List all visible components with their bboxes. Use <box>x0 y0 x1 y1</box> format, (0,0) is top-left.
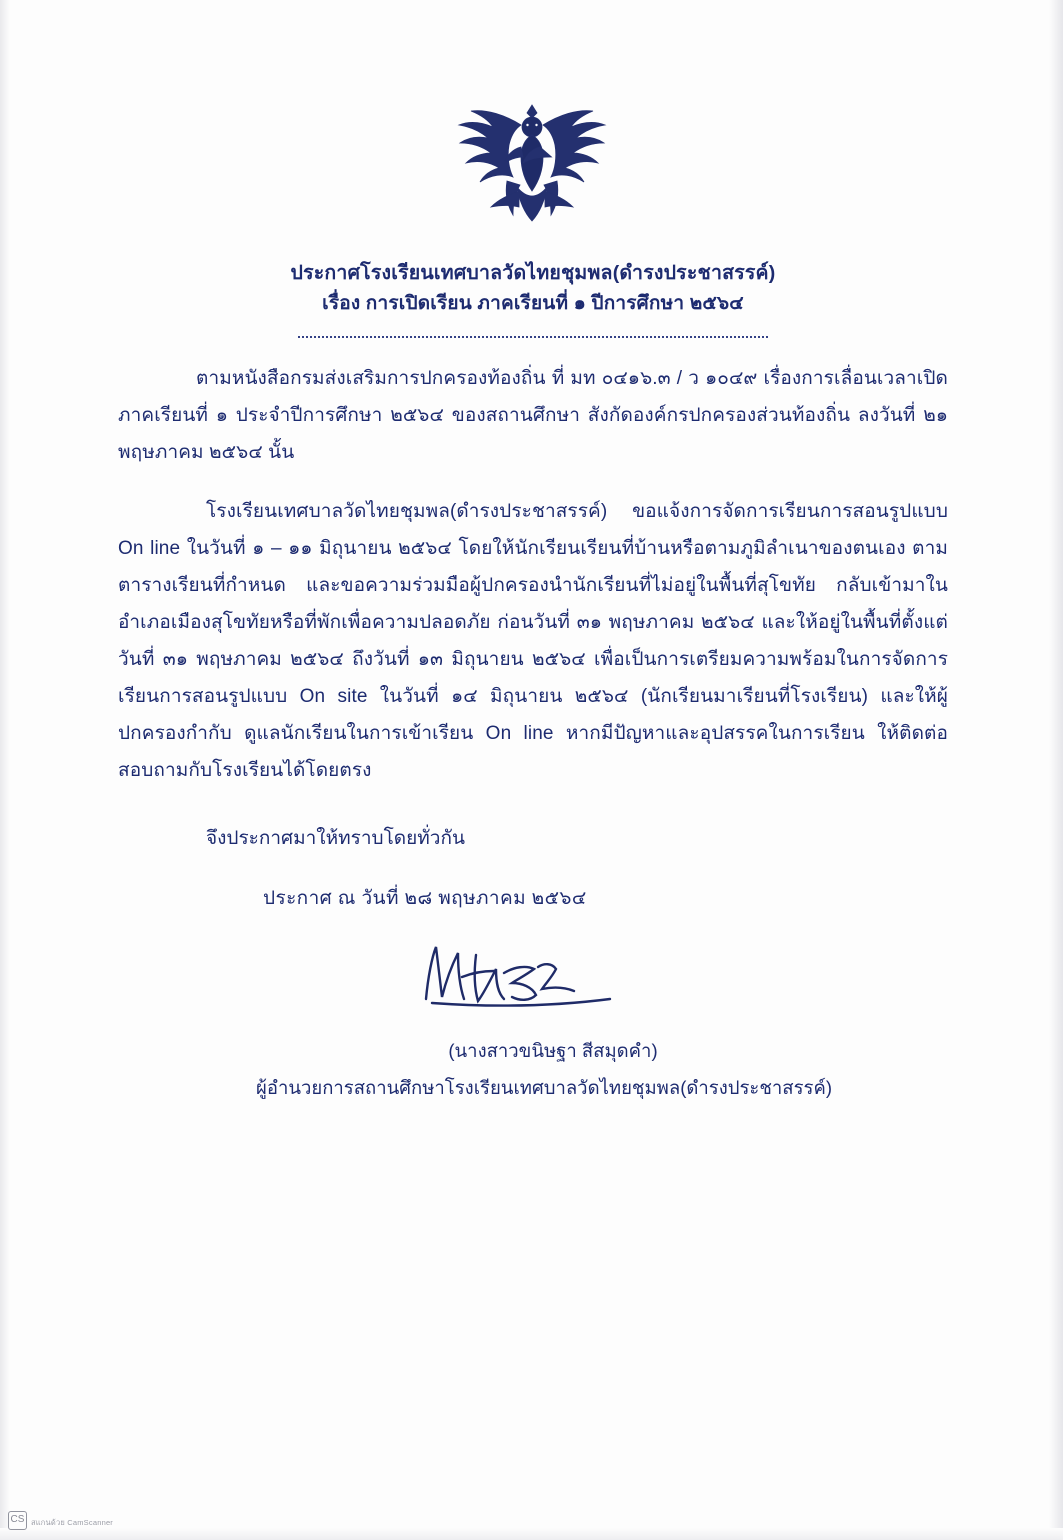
signer-name: (นางสาวขนิษฐา สีสมุดคำ) <box>448 1040 658 1062</box>
scan-edge-left <box>0 0 10 1540</box>
camscanner-text: สแกนด้วย CamScanner <box>31 1518 114 1527</box>
announcement-date: ประกาศ ณ วันที่ ๒๘ พฤษภาคม ๒๕๖๔ <box>263 888 587 910</box>
document-title-block <box>118 258 948 320</box>
camscanner-watermark <box>8 1511 113 1530</box>
document-title-line-1: ประกาศโรงเรียนเทศบาลวัดไทยชุมพล(ดำรงประชาสรรค์) <box>290 262 776 284</box>
dotted-divider <box>298 334 768 338</box>
paragraph-1: ตามหนังสือกรมส่งเสริมการปกครองท้องถิ่น ที่ มท ๐๔๑๖.๓ / ว ๑๐๔๙ เรื่องการเลื่อนเวลาเปิดภาคเรียนที่ ๑ ประจำปีการศึกษา ๒๕๖๔ ของสถานศึกษา สังกัดองค์กรปกครองส่วนท้องถิ่น ลงวันที่ ๒๑ พฤษภาคม ๒๕๖๔ นั้น <box>118 367 948 463</box>
closing-notice: จึงประกาศมาให้ทราบโดยทั่วกัน <box>206 828 465 850</box>
camscanner-badge: CS <box>8 1511 27 1530</box>
document-subject-line: เรื่อง การเปิดเรียน ภาคเรียนที่ ๑ ปีการศึกษา ๒๕๖๔ <box>322 293 744 315</box>
signer-role: ผู้อำนวยการสถานศึกษาโรงเรียนเทศบาลวัดไทยชุมพล(ดำรงประชาสรรค์) <box>256 1077 832 1099</box>
garuda-emblem <box>447 95 617 225</box>
paragraph-2: โรงเรียนเทศบาลวัดไทยชุมพล(ดำรงประชาสรรค์) ขอแจ้งการจัดการเรียนการสอนรูปแบบ On line ในวันที่ ๑ – ๑๑ มิถุนายน ๒๕๖๔ โดยให้นักเรียนเรียนที่บ้านหรือตามภูมิลำเนาของตนเอง ตามตารางเรียนที่กำหนด และขอความร่วมมือผู้ปกครองนำนักเรียนที่ไม่อยู่ในพื้นที่สุโขทัย กลับเข้ามาในอำเภอเมืองสุโขทัยหรือที่พักเพื่อความปลอดภัย ก่อนวันที่ ๓๑ พฤษภาคม ๒๕๖๔ และให้อยู่ในพื้นที่ตั้งแต่วันที่ ๓๑ พฤษภาคม ๒๕๖๔ ถึงวันที่ ๑๓ มิถุนายน ๒๕๖๔ เพื่อเป็นการเตรียมความพร้อมในการจัดการเรียนการสอนรูปแบบ On site ในวันที่ ๑๔ มิถุนายน ๒๕๖๔ (นักเรียนมาเรียนที่โรงเรียน) และให้ผู้ปกครองกำกับ ดูแลนักเรียนในการเข้าเรียน On line หากมีปัญหาและอุปสรรคในการเรียน ให้ติดต่อสอบถามกับโรงเรียนได้โดยตรง <box>118 500 948 782</box>
scan-edge-bottom <box>0 1528 1063 1540</box>
scan-edge-right <box>1049 0 1063 1540</box>
document-body <box>118 258 948 1103</box>
signature-mark <box>418 937 678 1017</box>
signature-area <box>118 923 948 1043</box>
